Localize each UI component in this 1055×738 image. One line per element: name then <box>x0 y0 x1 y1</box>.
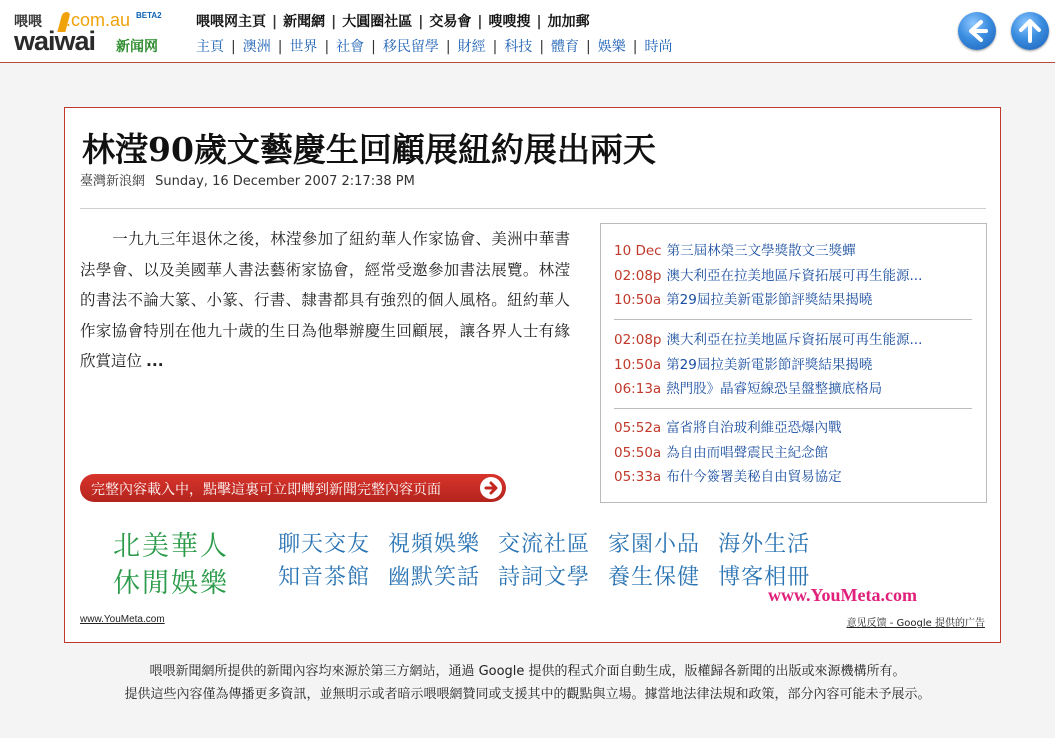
main-nav-home[interactable]: 喂喂网主頁 <box>196 14 266 30</box>
disclaimer-line: 喂喂新聞網所提供的新聞內容均來源於第三方網站，通過 Google 提供的程式介面自動生成，版權歸各新聞的出版或來源機構所有。 <box>149 664 906 679</box>
ad-headline-line: 北美華人 <box>113 531 229 562</box>
nav-separator: | <box>586 39 591 55</box>
category-nav <box>196 36 672 56</box>
site-header <box>0 0 1055 63</box>
article-card <box>64 107 1001 643</box>
nav-separator: | <box>492 39 498 55</box>
nav-separator: | <box>272 14 278 30</box>
related-time: 05:50a <box>614 444 662 461</box>
main-nav <box>196 11 590 31</box>
category-australia[interactable]: 澳洲 <box>242 39 271 55</box>
main-nav-trade[interactable]: 交易會 <box>429 14 472 30</box>
main-nav-mail[interactable]: 加加郵 <box>547 14 590 30</box>
site-logo[interactable] <box>14 8 164 56</box>
related-title[interactable]: 第29屆拉美新電影節評獎結果揭曉 <box>666 292 873 308</box>
related-time: 06:13a <box>614 381 662 397</box>
arrow-left-icon <box>958 12 996 50</box>
article-meta <box>80 170 415 189</box>
logo-beta-badge: BETA2 <box>136 11 162 20</box>
article-body-text: 一九九三年退休之後，林滢參加了紐約華人作家協會、美洲中華書法學會、以及美國華人書法藝術家協會，經常受邀參加書法展覽。林滢的書法不論大篆、小篆、行書、隸書都具有強烈的個人風格。紐約華人作家協會特別在他九十歲的生日為他舉辦慶生回顧展，讓各界人士有緣欣賞這位 <box>80 230 570 370</box>
related-group <box>614 416 974 490</box>
logo-news-text: 新闻网 <box>116 39 158 55</box>
related-title[interactable]: 第29屆拉美新電影節評獎結果揭曉 <box>666 356 873 373</box>
related-item[interactable] <box>614 377 974 402</box>
nav-separator: | <box>324 39 330 55</box>
category-sports[interactable]: 體育 <box>551 39 580 55</box>
related-time: 10:50a <box>614 356 662 373</box>
nav-separator: | <box>536 14 542 30</box>
related-title[interactable]: 澳大利亞在拉美地區斥資拓展可再生能源... <box>666 267 923 284</box>
related-time: 10 Dec <box>614 243 662 259</box>
related-item[interactable] <box>614 441 974 466</box>
disclaimer-line: 提供這些內容僅為傳播更多資訊，並無明示或者暗示喂喂網贊同或支援其中的觀點與立場。據當地法律法規和政策，部分內容可能未予展示。 <box>124 687 931 702</box>
ad-category[interactable]: 交流社區 <box>498 532 591 557</box>
related-time: 02:08p <box>614 332 662 348</box>
logo-small-text: 喂喂 <box>14 14 42 30</box>
related-time: 10:50a <box>614 292 662 308</box>
related-item[interactable] <box>614 328 974 353</box>
related-time: 02:08p <box>614 267 662 284</box>
ad-category[interactable]: 幽默笑話 <box>388 565 481 590</box>
ad-category[interactable]: 養生保健 <box>608 565 701 590</box>
related-item[interactable] <box>614 465 974 490</box>
nav-separator: | <box>445 39 451 55</box>
related-item[interactable] <box>614 288 974 313</box>
ad-category[interactable]: 聊天交友 <box>278 532 371 557</box>
nav-separator: | <box>371 39 376 55</box>
nav-separator: | <box>477 14 483 30</box>
main-nav-news[interactable]: 新聞網 <box>283 14 326 30</box>
category-world[interactable]: 世界 <box>289 39 318 55</box>
related-group <box>614 239 974 313</box>
category-society[interactable]: 社會 <box>336 39 365 55</box>
related-item[interactable] <box>614 416 974 441</box>
related-news-panel <box>600 223 987 503</box>
disclaimer <box>0 660 1055 706</box>
ad-category[interactable]: 詩詞文學 <box>498 565 591 590</box>
ad-category[interactable]: 知音茶館 <box>278 565 371 590</box>
arrow-up-icon <box>1011 12 1049 50</box>
read-more-ellipsis[interactable]: ... <box>146 352 164 370</box>
back-button[interactable] <box>958 12 996 50</box>
ad-domain[interactable]: www.YouMeta.com <box>768 585 917 605</box>
ad-row <box>278 528 968 561</box>
divider <box>80 208 986 209</box>
category-finance[interactable]: 財經 <box>457 39 486 55</box>
ad-banner[interactable] <box>113 528 973 608</box>
related-title[interactable]: 熱門股》晶睿短線恐呈盤整擴底格局 <box>666 381 883 397</box>
load-full-article-label: 完整內容載入中，點擊這裏可立即轉到新聞完整內容页面 <box>91 482 441 498</box>
nav-separator: | <box>632 39 638 55</box>
related-item[interactable] <box>614 353 974 378</box>
load-full-article-button[interactable] <box>80 474 506 502</box>
related-title[interactable]: 第三屆林榮三文學獎散文三獎蟬 <box>666 243 856 259</box>
ad-category[interactable]: 海外生活 <box>718 532 811 557</box>
related-group <box>614 328 974 402</box>
article-headline: 林滢90歲文藝慶生回顧展紐約展出兩天 <box>82 130 656 169</box>
scroll-top-button[interactable] <box>1011 12 1049 50</box>
related-divider <box>614 408 972 409</box>
category-immigration[interactable]: 移民留學 <box>382 39 439 55</box>
logo-brand: waiwai <box>14 26 96 56</box>
nav-separator: | <box>231 39 236 55</box>
ad-feedback-link[interactable]: 意见反馈 - Google 提供的广告 <box>846 618 985 629</box>
related-time: 05:33a <box>614 469 662 485</box>
ad-category[interactable]: 家園小品 <box>608 532 701 557</box>
article-body <box>80 224 570 377</box>
nav-separator: | <box>277 39 283 55</box>
main-nav-search[interactable]: 嗖嗖搜 <box>488 14 531 30</box>
ad-headline-line: 休閒娛樂 <box>113 568 229 599</box>
category-fashion[interactable]: 時尚 <box>644 39 673 55</box>
related-time: 05:52a <box>614 420 662 436</box>
article-datetime: Sunday, 16 December 2007 2:17:38 PM <box>155 174 415 189</box>
logo-domain: .com.au <box>66 10 131 30</box>
related-title[interactable]: 富省將自治玻利維亞恐爆內戰 <box>666 420 842 436</box>
ad-headline <box>113 528 263 602</box>
category-home[interactable]: 主頁 <box>196 39 224 55</box>
nav-separator: | <box>539 39 545 55</box>
ad-source-link[interactable]: www.YouMeta.com <box>80 614 165 625</box>
related-title[interactable]: 澳大利亞在拉美地區斥資拓展可再生能源... <box>666 332 923 348</box>
related-title[interactable]: 為自由而唱聲震民主紀念館 <box>666 444 829 461</box>
ad-category[interactable]: 博客相冊 <box>718 565 811 590</box>
arrow-right-icon <box>480 477 502 499</box>
related-title[interactable]: 布什今簽署美秘自由貿易協定 <box>666 469 842 485</box>
nav-separator: | <box>331 14 337 30</box>
related-divider <box>614 319 972 320</box>
related-item[interactable] <box>614 239 974 264</box>
ad-category[interactable]: 視頻娛樂 <box>388 532 481 557</box>
article-source[interactable]: 臺灣新浪網 <box>80 174 146 189</box>
main-nav-community[interactable]: 大圓圈社區 <box>342 14 413 30</box>
category-tech[interactable]: 科技 <box>504 39 533 55</box>
category-entertainment[interactable]: 娛樂 <box>597 39 626 55</box>
related-item[interactable] <box>614 264 974 289</box>
nav-separator: | <box>418 14 424 30</box>
